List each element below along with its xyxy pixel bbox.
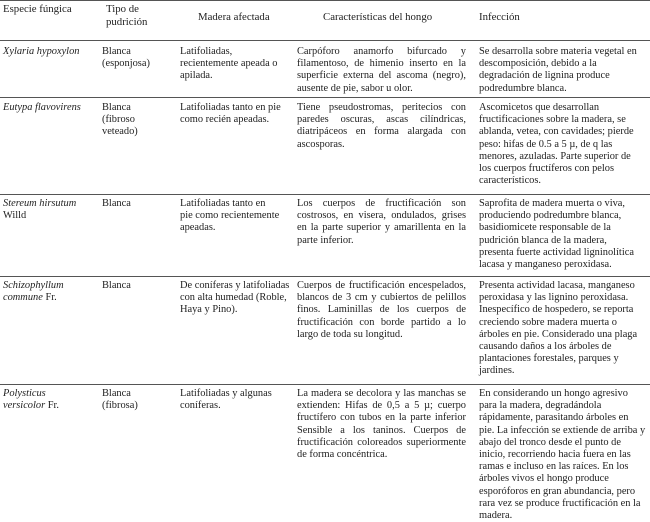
row-rule bbox=[0, 97, 650, 98]
infection-cell: Ascomicetos que desarrollan fructificaciones sobre la madera, se ablanda, vetea, con cavidades; pierde peso: hifas de 0.5 a 5 µ, de q las menores, azuladas. Parte superior de los cuerpos fructíferos con pelos característicos. bbox=[479, 102, 634, 187]
rot-type-cell: Blanca (esponjosa) bbox=[102, 46, 150, 70]
wood-cell: Latifoliadas tanto en pie como recientemente apeadas. bbox=[180, 198, 280, 234]
species-name: Eutypa flavovirens bbox=[3, 102, 81, 113]
header-infection: Infección bbox=[479, 11, 520, 23]
header-wood: Madera afectada bbox=[198, 11, 270, 23]
species-cell bbox=[3, 102, 98, 114]
infection-cell: Se desarrolla sobre materia vegetal en descomposición, debido a la degradación de lignina produce podredumbre blanca. bbox=[479, 46, 637, 94]
header-rot-type: Tipo de pudrición bbox=[106, 3, 148, 28]
header-species: Especie fúngica bbox=[3, 3, 72, 15]
traits-cell: Carpóforo anamorfo bifurcado y filamentoso, de himenio inserto en la superficie externa del ascoma (negro), ausente de pie, sabor u olor. bbox=[297, 46, 466, 94]
header-rule bbox=[0, 40, 650, 41]
table-top-rule bbox=[0, 0, 650, 1]
species-cell bbox=[3, 198, 83, 222]
traits-cell: La madera se decolora y las manchas se extienden: Hifas de 0,5 a 5 µ; cuerpo fructífero con tubos en la parte inferior Sensible a los taninos. Cuerpos de fructificación coloreados superiormente de forma concéntrica. bbox=[297, 388, 466, 461]
row-rule bbox=[0, 384, 650, 385]
traits-cell: Los cuerpos de fructificación son costrosos, en visera, ondulados, grises en la parte superior y amarillenta en la parte inferior. bbox=[297, 198, 466, 246]
wood-cell: Latifoliadas y algunas coníferas. bbox=[180, 388, 272, 412]
header-traits: Características del hongo bbox=[323, 11, 433, 23]
wood-cell: De coníferas y latifoliadas con alta humedad (Roble, Haya y Pino). bbox=[180, 280, 290, 316]
species-author: Willd bbox=[3, 210, 27, 222]
species-name: Schizophyllum commune bbox=[3, 280, 64, 304]
species-name: Xylaria hypoxylon bbox=[3, 46, 80, 57]
traits-cell: Cuerpos de fructificación encespelados, blancos de 3 cm y cubiertos de pelillos finos. Laminillas de los cuerpos de fructificación con borde partido a lo largo de toda su longitud. bbox=[297, 280, 466, 340]
infection-cell: En considerando un hongo agresivo para la madera, degradándola rápidamente, parasitando árboles en pie. La infección se extiende de arriba y abajo del tronco desde el punto de inicio, recorriendo hacia fuera en las ramas e incluso en las raíces. En los árboles vivos el hongo produce esporóforos en gran abundancia, pero rara vez se produce fructificación en la madera. bbox=[479, 388, 646, 522]
species-author: Fr. bbox=[47, 400, 60, 412]
rot-type-cell: Blanca bbox=[102, 198, 131, 209]
rot-type-cell: Blanca bbox=[102, 280, 131, 291]
row-rule bbox=[0, 276, 650, 277]
wood-cell: Latifoliadas, recientemente apeada o apilada. bbox=[180, 46, 278, 82]
species-cell bbox=[3, 388, 88, 412]
infection-cell: Saprofita de madera muerta o viva, produciendo podredumbre blanca, basidiomicete responsable de la pudrición blanca de la madera, presenta fuerte actividad ligninolítica lacasa y manganeso peroxidasa. bbox=[479, 198, 634, 271]
row-rule bbox=[0, 194, 650, 195]
wood-cell: Latifoliadas tanto en pie como recién apeadas. bbox=[180, 102, 281, 126]
species-cell bbox=[3, 46, 88, 58]
infection-cell: Presenta actividad lacasa, manganeso peroxidasa y las lignino peroxidasa. Inespecífico de hospedero, se reporta creciendo sobre madera muerta o árboles en pie. Considerado una plaga causando daños a los árboles de plantaciones forestales, parques y jardines. bbox=[479, 280, 638, 377]
species-name: Stereum hirsutum bbox=[3, 198, 77, 209]
species-cell bbox=[3, 280, 88, 304]
species-name: Polysticus versicolor bbox=[3, 388, 46, 412]
rot-type-cell: Blanca (fibrosa) bbox=[102, 388, 138, 412]
traits-cell: Tiene pseudostromas, peritecios con paredes oscuras, ascas cilíndricas, diatripáceos en forma alargada con ascosporas. bbox=[297, 102, 466, 150]
rot-type-cell: Blanca (fibroso veteado) bbox=[102, 102, 138, 138]
species-author: Fr. bbox=[45, 292, 57, 304]
